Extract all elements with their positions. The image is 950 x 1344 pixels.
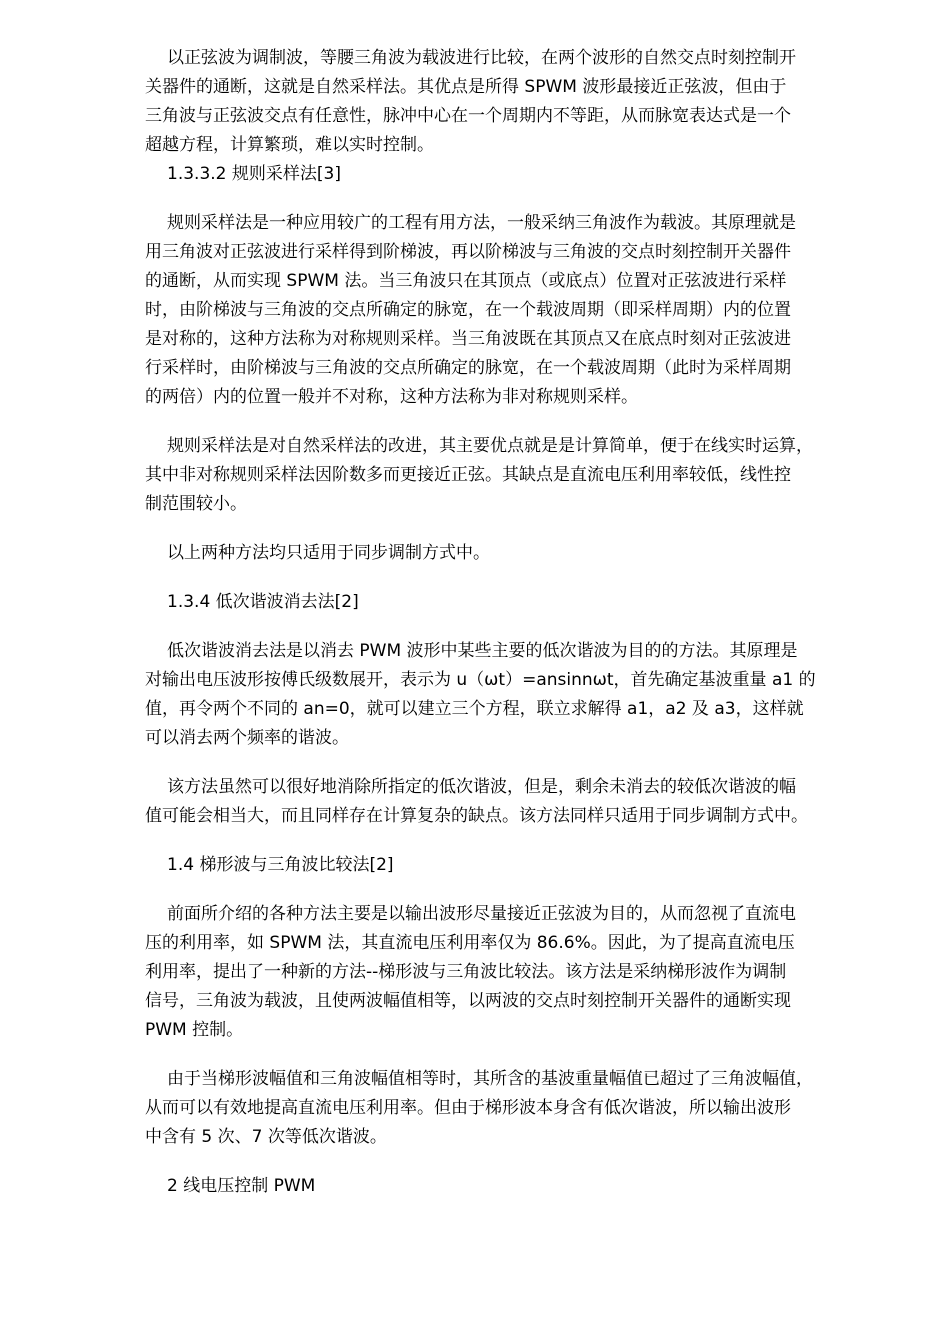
text-line: 中含有 5 次、7 次等低次谐波。	[145, 1127, 387, 1147]
section-heading-regular-sampling: 1.3.3.2 规则采样法[3]	[167, 164, 341, 184]
paragraph-natural-sampling	[145, 44, 880, 160]
text-line: PWM 控制。	[145, 1020, 244, 1040]
text-line: 利用率，提出了一种新的方法--梯形波与三角波比较法。该方法是采纳梯形波作为调制	[145, 962, 787, 982]
document-page	[145, 44, 880, 1201]
paragraph-synchronous-note	[145, 539, 880, 568]
text-line: 低次谐波消去法是以消去 PWM 波形中某些主要的低次谐波为目的的方法。其原理是	[167, 641, 798, 661]
section-heading-trapezoidal-comparison: 1.4 梯形波与三角波比较法[2]	[167, 855, 394, 875]
text-line: 三角波与正弦波交点有任意性，脉冲中心在一个周期内不等距，从而脉宽表达式是一个	[145, 106, 791, 126]
paragraph-regular-sampling	[145, 209, 880, 412]
paragraph-harmonic-elimination	[145, 637, 880, 753]
text-line: 由于当梯形波幅值和三角波幅值相等时，其所含的基波重量幅值已超过了三角波幅值，	[167, 1069, 813, 1089]
paragraph-harmonic-elimination-drawbacks	[145, 773, 880, 831]
text-line: 规则采样法是一种应用较广的工程有用方法，一般采纳三角波作为载波。其原理就是	[167, 213, 796, 233]
text-line: 该方法虽然可以很好地消除所指定的低次谐波，但是，剩余未消去的较低次谐波的幅	[167, 777, 796, 797]
text-line: 值可能会相当大，而且同样存在计算复杂的缺点。该方法同样只适用于同步调制方式中。	[145, 806, 808, 826]
text-line: 制范围较小。	[145, 494, 247, 514]
text-line: 对输出电压波形按傅氏级数展开，表示为 u（ωt）=ansinnωt，首先确定基波重量 a1 的	[145, 670, 816, 690]
paragraph-regular-sampling-advantages	[145, 432, 880, 519]
text-line: 的两倍）内的位置一般并不对称，这种方法称为非对称规则采样。	[145, 387, 638, 407]
text-line: 其中非对称规则采样法因阶数多而更接近正弦。其缺点是直流电压利用率较低，线性控	[145, 465, 791, 485]
text-line: 从而可以有效地提高直流电压利用率。但由于梯形波本身含有低次谐波，所以输出波形	[145, 1098, 791, 1118]
paragraph-trapezoidal-advantages	[145, 1065, 880, 1152]
section-heading-harmonic-elimination: 1.3.4 低次谐波消去法[2]	[167, 592, 359, 612]
text-line: 行采样时，由阶梯波与三角波的交点所确定的脉宽，在一个载波周期（此时为采样周期	[145, 358, 791, 378]
text-line: 规则采样法是对自然采样法的改进，其主要优点就是是计算简单，便于在线实时运算，	[167, 436, 813, 456]
text-line: 的通断，从而实现 SPWM 法。当三角波只在其顶点（或底点）位置对正弦波进行采样	[145, 271, 787, 291]
text-line: 是对称的，这种方法称为对称规则采样。当三角波既在其顶点又在底点时刻对正弦波进	[145, 329, 791, 349]
text-line: 以上两种方法均只适用于同步调制方式中。	[167, 543, 490, 563]
text-line: 信号，三角波为载波，且使两波幅值相等，以两波的交点时刻控制开关器件的通断实现	[145, 991, 791, 1011]
text-line: 以正弦波为调制波，等腰三角波为载波进行比较，在两个波形的自然交点时刻控制开	[167, 48, 796, 68]
section-heading-line-voltage-pwm: 2 线电压控制 PWM	[167, 1176, 316, 1196]
text-line: 压的利用率，如 SPWM 法，其直流电压利用率仅为 86.6%。因此，为了提高直流电压	[145, 933, 795, 953]
text-line: 可以消去两个频率的谐波。	[145, 728, 349, 748]
text-line: 关器件的通断，这就是自然采样法。其优点是所得 SPWM 波形最接近正弦波，但由于	[145, 77, 787, 97]
text-line: 超越方程，计算繁琐，难以实时控制。	[145, 135, 434, 155]
text-line: 前面所介绍的各种方法主要是以输出波形尽量接近正弦波为目的，从而忽视了直流电	[167, 904, 796, 924]
paragraph-trapezoidal-comparison	[145, 900, 880, 1045]
text-line: 时，由阶梯波与三角波的交点所确定的脉宽，在一个载波周期（即采样周期）内的位置	[145, 300, 791, 320]
text-line: 值，再令两个不同的 an=0，就可以建立三个方程，联立求解得 a1，a2 及 a3，这样就	[145, 699, 804, 719]
text-line: 用三角波对正弦波进行采样得到阶梯波，再以阶梯波与三角波的交点时刻控制开关器件	[145, 242, 791, 262]
